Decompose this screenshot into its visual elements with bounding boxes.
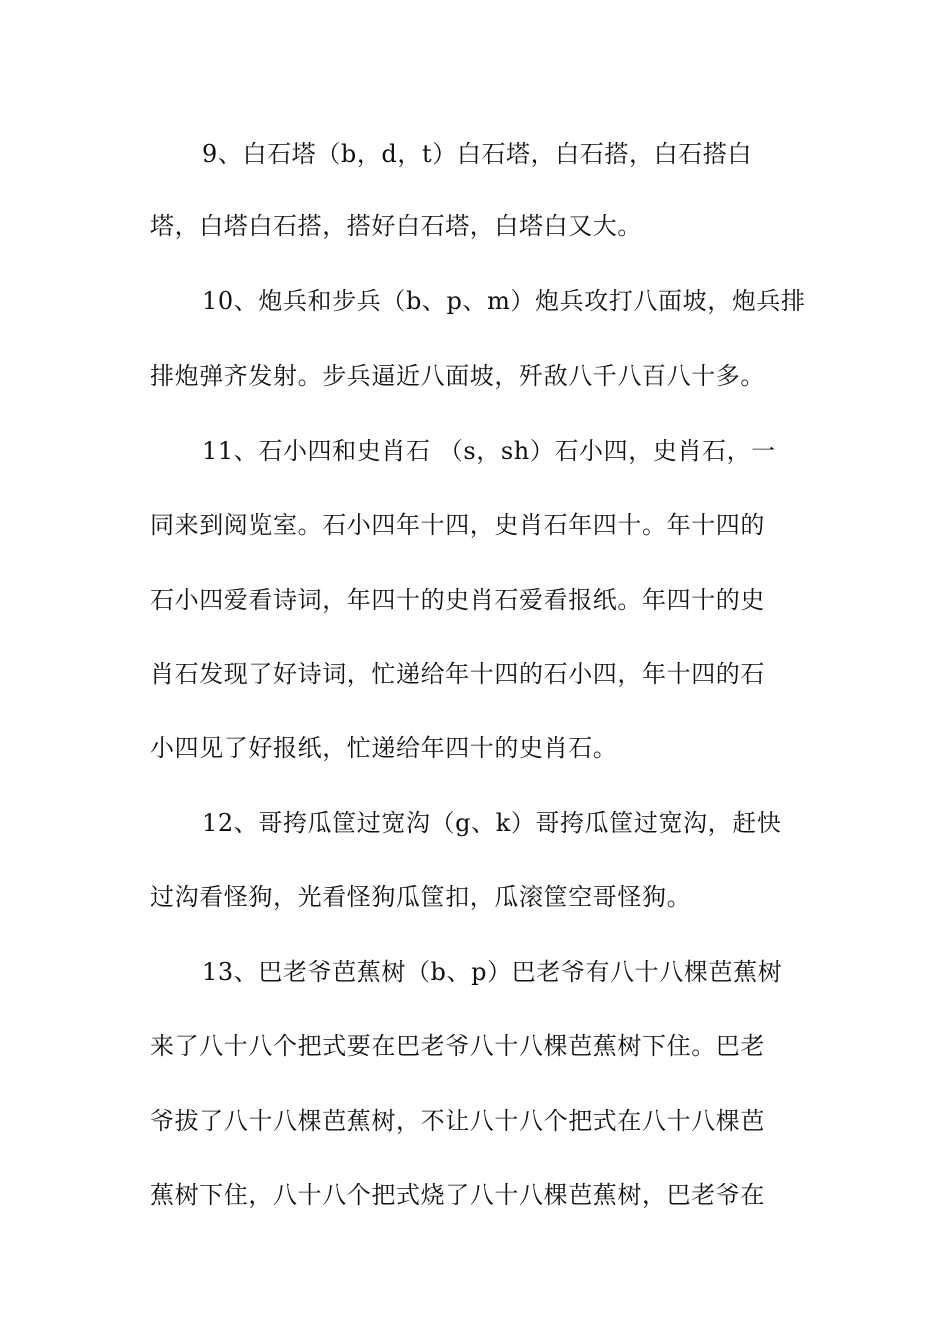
paragraph-13-line-2: 来了八十八个把式要在巴老爷八十八棵芭蕉树下住。巴老 [150,1032,765,1060]
paragraph-11-line-5: 小四见了好报纸，忙递给年四十的史肖石。 [150,734,618,762]
paragraph-12-line-2: 过沟看怪狗，光看怪狗瓜筐扣，瓜滚筐空哥怪狗。 [150,883,692,911]
paragraph-13-line-4: 蕉树下住，八十八个把式烧了八十八棵芭蕉树，巴老爷在 [150,1181,765,1209]
paragraph-11-line-3: 石小四爱看诗词，年四十的史肖石爱看报纸。年四十的史 [150,586,765,614]
paragraph-13-line-3: 爷拔了八十八棵芭蕉树，不让八十八个把式在八十八棵芭 [150,1107,765,1135]
paragraph-9-line-2: 塔，白塔白石搭，搭好白石塔，白塔白又大。 [150,212,642,240]
paragraph-10-line-1: 10、炮兵和步兵（b、p、m）炮兵攻打八面坡，炮兵排 [202,287,806,315]
paragraph-11-line-1: 11、石小四和史肖石 （s，sh）石小四，史肖石，一 [202,437,776,465]
paragraph-12-line-1: 12、哥挎瓜筐过宽沟（g、k）哥挎瓜筐过宽沟，赶快 [202,809,782,837]
paragraph-11-line-4: 肖石发现了好诗词，忙递给年十四的石小四，年十四的石 [150,660,765,688]
paragraph-10-line-2: 排炮弹齐发射。步兵逼近八面坡，歼敌八千八百八十多。 [150,362,765,390]
paragraph-9-line-1: 9、白石塔（b，d，t）白石塔，白石搭，白石搭白 [202,140,753,168]
paragraph-13-line-1: 13、巴老爷芭蕉树（b、p）巴老爷有八十八棵芭蕉树 [202,958,783,986]
paragraph-11-line-2: 同来到阅览室。石小四年十四，史肖石年四十。年十四的 [150,511,765,539]
